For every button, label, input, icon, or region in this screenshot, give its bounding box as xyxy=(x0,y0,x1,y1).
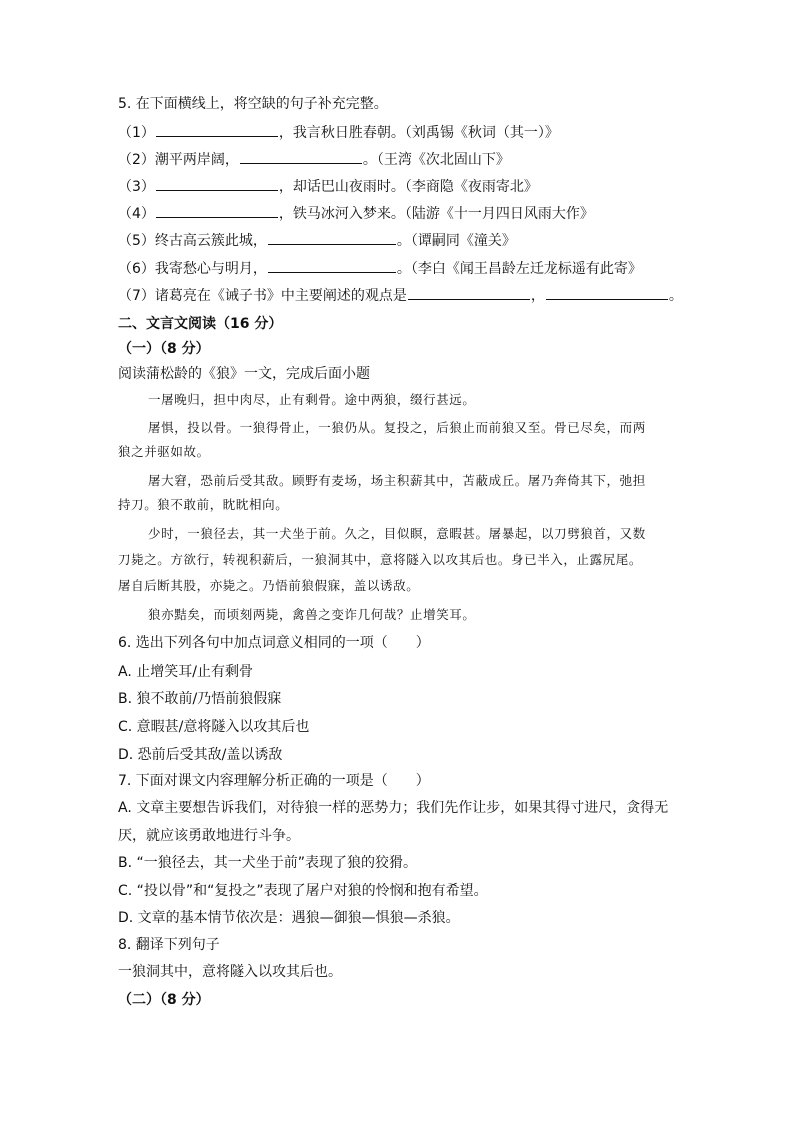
passage-line: 持刀。狼不敢前，眈眈相向。 xyxy=(118,497,289,512)
reading-intro: 阅读蒲松龄的《狼》一文，完成后面小题 xyxy=(118,366,370,382)
passage-line: 狼亦黠矣，而顷刻两毙，禽兽之变诈几何哉？止增笑耳。 xyxy=(148,607,476,622)
passage-line: 一屠晚归，担中肉尽，止有剩骨。途中两狼，缀行甚远。 xyxy=(148,392,476,407)
q7-option-a[interactable]: A. 文章主要想告诉我们，对待狼一样的恶势力；我们先作让步，如果其得寸进尺，贪得无 xyxy=(118,800,669,816)
answer-blank[interactable] xyxy=(156,176,278,191)
q5-item-1: （1） ，我言秋日胜春朝。（刘禹锡《秋词（其一）》 xyxy=(118,122,559,143)
answer-blank[interactable] xyxy=(240,149,362,164)
answer-blank[interactable] xyxy=(156,122,278,137)
passage-line: 刀毙之。方欲行，转视积薪后，一狼洞其中，意将隧入以攻其后也。身已半入，止露尻尾。 xyxy=(118,552,643,567)
q8-sentence: 一狼洞其中，意将隧入以攻其后也。 xyxy=(118,964,342,980)
q6-option-d[interactable]: D. 恐前后受其敌/盖以诱敌 xyxy=(118,747,283,763)
q7-option-c[interactable]: C. “投以骨”和“复投之”表现了屠户对狼的怜悯和抱有希望。 xyxy=(118,883,488,899)
q7-option-d[interactable]: D. 文章的基本情节依次是：遇狼—御狼—惧狼—杀狼。 xyxy=(118,910,460,926)
q5-item-6: （6）我寄愁心与明月， 。（李白《闻王昌龄左迁龙标遥有此寄》 xyxy=(118,258,642,279)
q6-option-a[interactable]: A. 止增笑耳/止有剩骨 xyxy=(118,664,253,680)
q5-item-2: （2）潮平两岸阔， 。（王湾《次北固山下》 xyxy=(118,149,510,170)
answer-blank[interactable] xyxy=(156,203,278,218)
answer-blank[interactable] xyxy=(268,230,396,245)
q6-title: 6. 选出下列各句中加点词意义相同的一项（ ） xyxy=(118,635,430,651)
passage-line: 屠自后断其股，亦毙之。乃悟前狼假寐，盖以诱敌。 xyxy=(118,578,420,593)
q5-item-4: （4） ，铁马冰河入梦来。（陆游《十一月四日风雨大作》 xyxy=(118,203,594,224)
q7-option-b[interactable]: B. “一狼径去，其一犬坐于前”表现了狼的狡猾。 xyxy=(118,855,418,871)
passage-line: 屠惧，投以骨。一狼得骨止，一狼仍从。复投之，后狼止而前狼又至。骨已尽矣，而两 xyxy=(148,420,646,435)
q7-option-a-cont[interactable]: 厌，就应该勇敢地进行斗争。 xyxy=(118,828,300,844)
part-two-heading: （二）（8 分） xyxy=(118,992,210,1008)
part-one-heading: （一）（8 分） xyxy=(118,341,210,357)
answer-blank[interactable] xyxy=(268,258,396,273)
q5-item-7: （7）诸葛亮在《诫子书》中主要阐述的观点是 ， 。 xyxy=(118,285,683,306)
q7-title: 7. 下面对课文内容理解分析正确的一项是（ ） xyxy=(118,773,430,789)
section-heading: 二、文言文阅读（16 分） xyxy=(118,316,283,332)
passage-line: 少时，一狼径去，其一犬坐于前。久之，目似瞑，意暇甚。屠暴起，以刀劈狼首，又数 xyxy=(148,526,646,541)
answer-blank[interactable] xyxy=(546,285,668,300)
q5-item-3: （3） ，却话巴山夜雨时。（李商隐《夜雨寄北》 xyxy=(118,176,538,197)
q6-option-c[interactable]: C. 意暇甚/意将隧入以攻其后也 xyxy=(118,719,310,735)
q8-title: 8. 翻译下列句子 xyxy=(118,937,220,953)
q6-option-b[interactable]: B. 狼不敢前/乃悟前狼假寐 xyxy=(118,691,282,707)
answer-blank[interactable] xyxy=(408,285,530,300)
passage-line: 屠大窘，恐前后受其敌。顾野有麦场，场主积薪其中，苫蔽成丘。屠乃奔倚其下，弛担 xyxy=(148,473,646,488)
q5-item-5: （5）终古高云簇此城， 。（谭嗣同《潼关》 xyxy=(118,230,516,251)
passage-line: 狼之并驱如故。 xyxy=(118,444,210,459)
q5-title: 5. 在下面横线上，将空缺的句子补充完整。 xyxy=(118,96,388,112)
